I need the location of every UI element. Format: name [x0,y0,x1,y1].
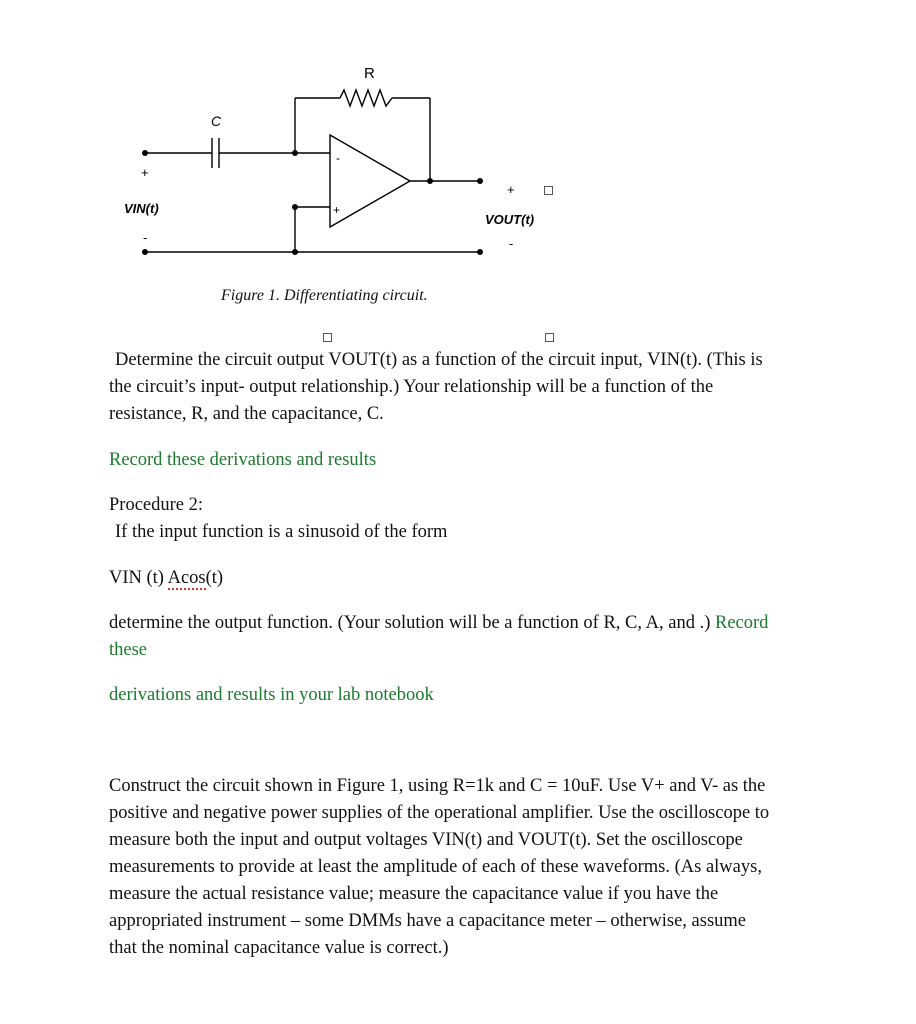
construct-line-7: that the nominal capacitance value is correct.) [109,938,449,958]
procedure-2-line: If the input function is a sinusoid of the form [115,522,448,542]
output-plus-label: + [507,182,515,197]
node-inverting [292,150,298,156]
vin-formula-arg: (t) [205,568,224,588]
vin-formula [109,565,223,592]
output-terminal-bottom [477,249,483,255]
construct-line-4: measurements to provide at least the amplitude of each of these waveforms. (As always, [109,857,762,877]
question-line-3: resistance, R, and the capacitance, C. [109,404,384,424]
opamp-plus-label: + [333,203,341,217]
capacitor-label: C [211,113,222,129]
opamp-triangle [330,135,410,227]
procedure-2-title: Procedure 2: [109,495,204,515]
node-ground [292,249,298,255]
input-plus-label: + [141,165,149,180]
record-instruction-2: derivations and results in your lab notebook [109,685,434,705]
determine-line [109,610,768,637]
input-minus-label: - [143,230,148,245]
placeholder-box [544,186,553,195]
input-terminal-top [142,150,148,156]
vout-label: VOUT(t) [485,212,535,227]
input-terminal-bottom [142,249,148,255]
construct-line-2: positive and negative power supplies of the operational amplifier. Use the oscilloscope to [109,803,770,823]
determine-these: these [109,640,148,660]
question-line-2: the circuit’s input- output relationship.) Your relationship will be a function of the [109,377,714,397]
node-noninverting [292,204,298,210]
placeholder-box [323,333,332,342]
figure-caption: Figure 1. Differentiating circuit. [221,287,428,304]
question-line-1: Determine the circuit output VOUT(t) as a function of the circuit input, VIN(t). (This is [115,350,763,370]
vin-formula-acos: Acos [167,568,206,588]
construct-line-6: appropriated instrument – some DMMs have a capacitance meter – otherwise, assume [109,911,747,931]
vin-formula-lhs: VIN (t) [109,568,168,588]
construct-line-5: measure the actual resistance value; measure the capacitance value if you have the [109,884,719,904]
determine-record: Record [714,613,769,633]
determine-text: determine the output function. (Your solution will be a function of R, C, A, and .) [109,613,715,633]
output-terminal-top [477,178,483,184]
resistor-label: R [364,65,375,82]
node-output [427,178,433,184]
record-instruction-1: Record these derivations and results [109,450,377,470]
differentiator-circuit-diagram [0,0,916,300]
resistor [340,90,392,106]
placeholder-box [545,333,554,342]
construct-line-1: Construct the circuit shown in Figure 1, using R=1k and C = 10uF. Use V+ and V- as the [109,776,766,796]
output-minus-label: - [509,236,514,251]
opamp-minus-label: - [336,151,340,165]
construct-line-3: measure both the input and output voltages VIN(t) and VOUT(t). Set the oscilloscope [109,830,743,850]
vin-label: VIN(t) [124,201,159,216]
